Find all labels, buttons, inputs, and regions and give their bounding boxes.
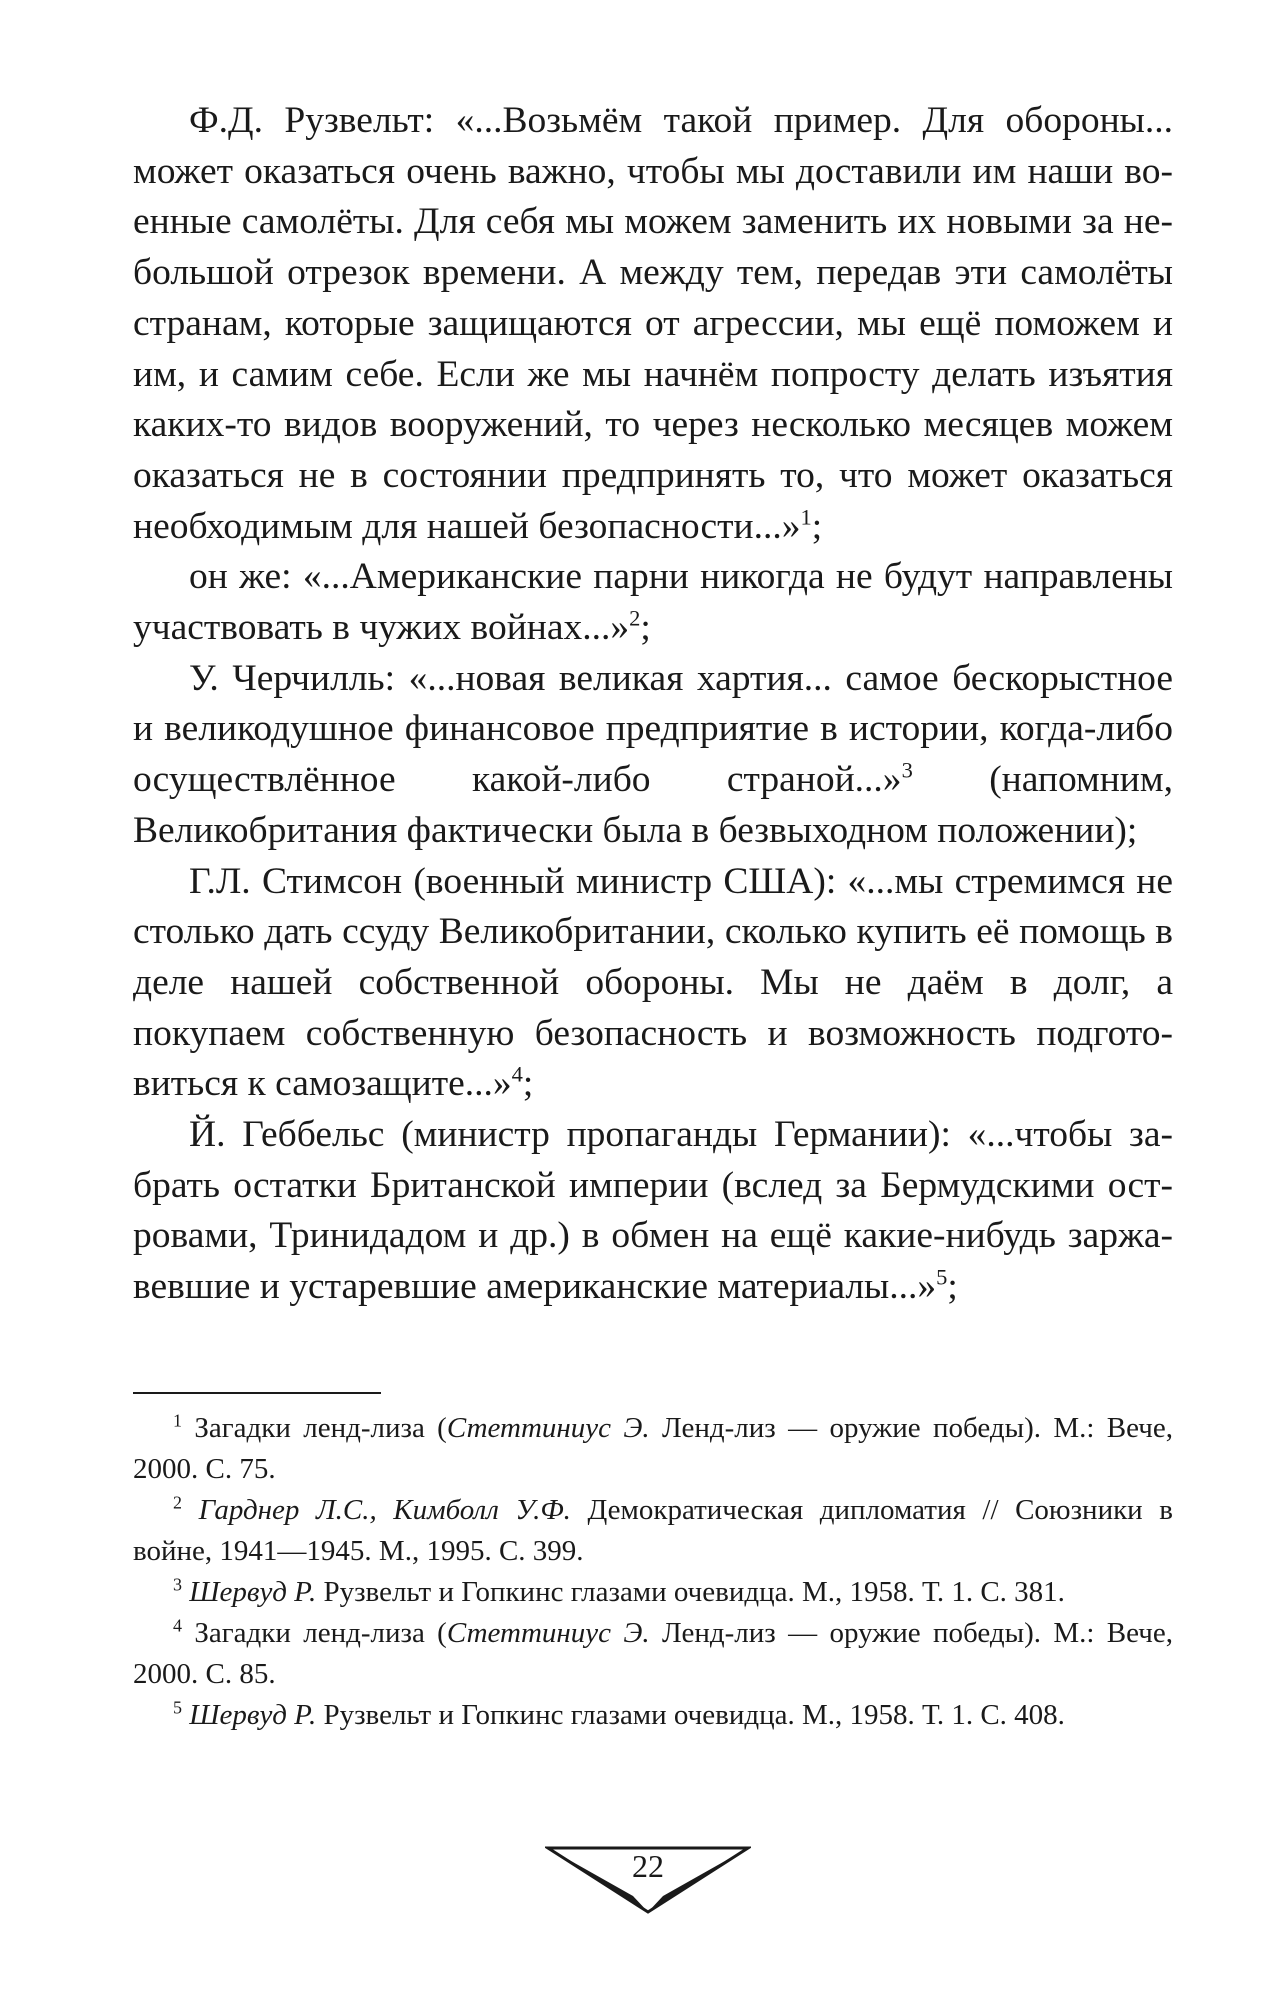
body-paragraph: У. Черчилль: «...новая великая хартия... самое бескорыстное и великодушное финансовое предприятие в истории, когда-либо осуществлённое какой-либо страной...»$^3$ (напомним, Великобритания фактически была в безвыходном положении); [133, 657, 1173, 851]
footnote: $^4$ Загадки ленд-лиза (Стеттиниус Э. Ленд-лиз — оружие победы). М.: Вече, 2000. С. 85. [133, 1615, 1174, 1690]
main-text [133, 96, 1173, 1313]
footnote-number: 1 [173, 1410, 182, 1431]
footnote-author: Стеттиниус Э. [446, 1617, 650, 1649]
page-body [133, 96, 1173, 1313]
body-paragraph: Г.Л. Стимсон (военный министр США): «...мы стремимся не столько дать ссуду Великобритании, сколько купить её помощь в деле нашей собственной обороны. Мы не даём в долг, а покупаем собственную безопасность и возможность подготовиться к самозащите...»$^4$; [133, 860, 1173, 1105]
footnote-author: Стеттиниус Э. [446, 1412, 650, 1444]
page-number-ornament [545, 1846, 751, 1916]
footnote-number: 2 [173, 1492, 182, 1513]
footnote-author: Шервуд Р. [189, 1576, 317, 1608]
footnote: $^5$ Шервуд Р. Рузвельт и Гопкинс глазами очевидца. М., 1958. Т. 1. С. 408. [173, 1697, 1065, 1731]
footnote-number: 4 [173, 1615, 182, 1636]
body-paragraph: Й. Геббельс (министр пропаганды Германии): «...чтобы забрать остатки Британской империи (вслед за Бермудскими островами, Тринидадом и др.) в обмен на ещё какие-нибудь заржавевшие и устаревшие американские материалы...»$^5$; [133, 1114, 1173, 1308]
footnote: $^3$ Шервуд Р. Рузвельт и Гопкинс глазами очевидца. М., 1958. Т. 1. С. 381. [173, 1574, 1065, 1608]
footnote-ref: 3 [901, 757, 913, 783]
body-paragraph: он же: «...Американские парни никогда не будут направлены участвовать в чужих войнах...»$^2$; [133, 556, 1173, 649]
footnote-ref: 2 [629, 605, 641, 631]
footnotes [133, 1408, 1173, 1736]
footnote: $^2$ Гарднер Л.С., Кимболл У.Ф. Демократическая дипломатия // Союзники в войне, 1941—1945. М., 1995. С. 399. [133, 1492, 1173, 1567]
footnote-author: Шервуд Р. [189, 1699, 317, 1731]
footnote-number: 5 [173, 1697, 182, 1718]
body-paragraph: Ф.Д. Рузвельт: «...Возьмём такой пример. Для обороны... может оказаться очень важно, чтобы мы доставили им наши военные самолёты. Для себя мы можем заменить их новыми за небольшой отрезок времени. А между тем, передав эти самолёты странам, которые защищаются от агрессии, мы ещё поможем и им, и самим себе. Если же мы начнём попросту делать изъятия каких-то видов вооружений, то через несколько месяцев можем оказаться не в состоянии предпринять то, что может оказаться необходимым для нашей безопасности...»$^1$; [133, 100, 1173, 547]
footnote: $^1$ Загадки ленд-лиза (Стеттиниус Э. Ленд-лиз — оружие победы). М.: Вече, 2000. С. 75. [133, 1410, 1174, 1485]
footnote-number: 3 [173, 1574, 182, 1595]
page-number: 22 [632, 1848, 664, 1884]
footnote-author: Гарднер Л.С., Кимболл У.Ф. [198, 1494, 571, 1526]
footnote-ref: 5 [936, 1264, 948, 1290]
footnote-ref: 4 [511, 1061, 523, 1087]
footnote-ref: 1 [800, 504, 812, 530]
footnote-separator [133, 1392, 381, 1394]
